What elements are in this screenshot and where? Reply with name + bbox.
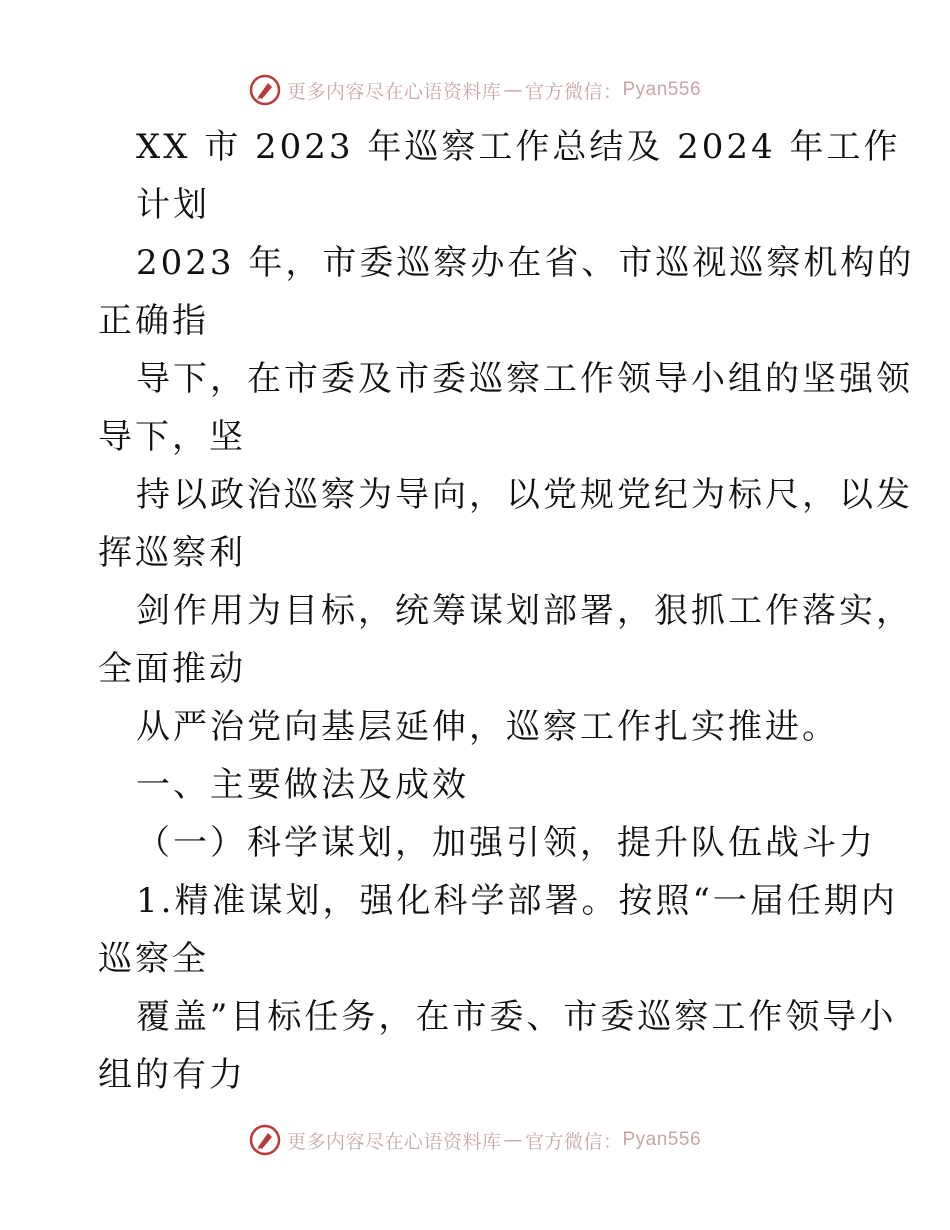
document-body [98, 118, 915, 1104]
document-title-line-2: 计划 [136, 185, 210, 225]
watermark-separator: — [503, 79, 523, 101]
paragraph-line: 挥巡察利 [98, 533, 246, 573]
paragraph-line: 巡察全 [98, 939, 209, 979]
watermark-text: 更多内容尽在心语资料库 [286, 1130, 502, 1153]
watermark-label: 官方微信： [524, 80, 623, 103]
watermark-wechat-id: Pyan556 [622, 79, 702, 100]
footer-watermark [0, 1120, 950, 1160]
pen-nib-logo-icon [249, 74, 281, 106]
paragraph-line: 从严治党向基层延伸，巡察工作扎实推进。 [136, 707, 839, 747]
header-watermark [0, 70, 950, 110]
watermark-wechat-id: Pyan556 [622, 1129, 702, 1150]
paragraph-line: 导下，坚 [98, 417, 246, 457]
paragraph-line: 覆盖”目标任务，在市委、市委巡察工作领导小 [136, 997, 897, 1037]
paragraph-line: 2023 年，市委巡察办在省、市巡视巡察机构的 [136, 243, 915, 283]
paragraph-line: 组的有力 [98, 1055, 246, 1095]
watermark-text: 更多内容尽在心语资料库 [286, 80, 502, 103]
paragraph-line: 持以政治巡察为导向，以党规党纪为标尺，以发 [136, 475, 913, 515]
paragraph-line: 正确指 [98, 301, 209, 341]
watermark-label: 官方微信： [524, 1130, 623, 1153]
paragraph-line: 导下，在市委及市委巡察工作领导小组的坚强领 [136, 359, 913, 399]
paragraph-line: 剑作用为目标，统筹谋划部署，狠抓工作落实， [136, 591, 913, 631]
watermark-separator: — [503, 1129, 523, 1151]
section-heading: 一、主要做法及成效 [136, 765, 469, 805]
paragraph-line: 全面推动 [98, 649, 246, 689]
paragraph-line: 1.精准谋划，强化科学部署。按照“一届任期内 [136, 881, 898, 921]
document-title-line-1: XX 市 2023 年巡察工作总结及 2024 年工作 [136, 127, 901, 167]
subsection-heading: （一）科学谋划，加强引领，提升队伍战斗力 [136, 823, 876, 863]
pen-nib-logo-icon [249, 1124, 281, 1156]
